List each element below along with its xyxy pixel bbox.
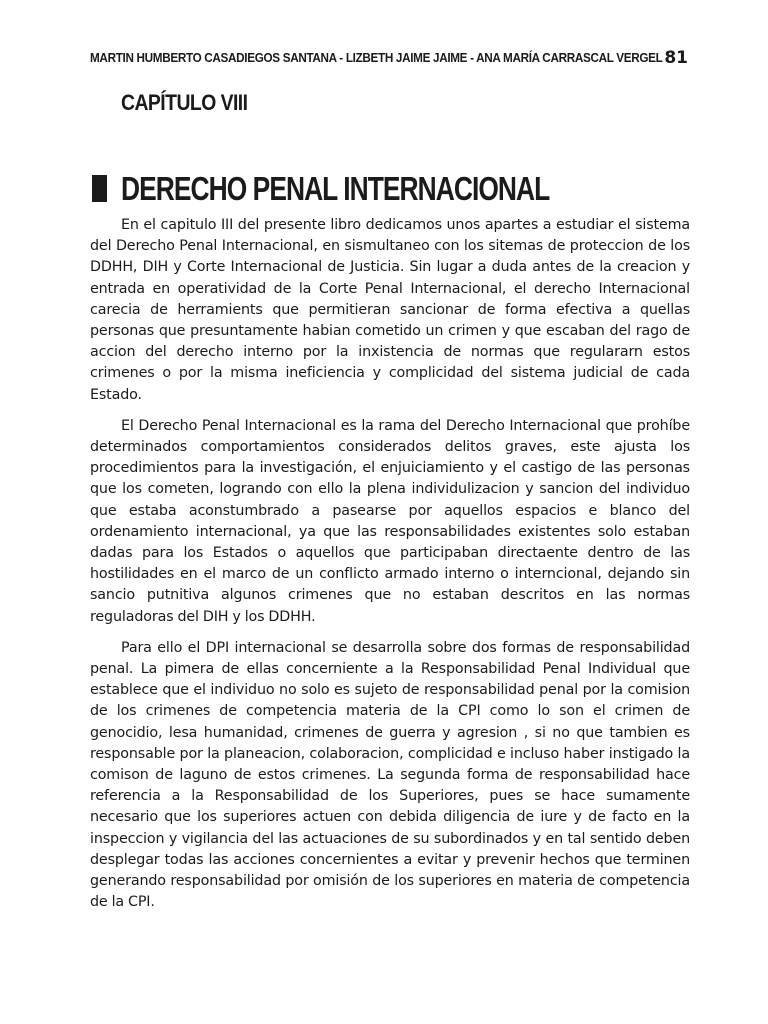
paragraph-3: Para ello el DPI internacional se desarrolla sobre dos formas de responsabilidad penal. La pimera de ellas concerniente a la Responsabilidad Penal Individual que establece que el individuo no solo es sujeto de responsabilidad penal por la comision de los crimenes de competencia materia de la CPI como lo son el crimen de genocidio, lesa humanidad, crimenes de guerra y agresion , si no que tambien es responsable por la planeacion, colaboracion, complicidad e incluso haber instigado la comison de laguno de estos crimenes. La segunda forma de responsabilidad hace referencia a la Responsabilidad de los Superiores, pues se hace sumamente necesario que los superiores actuen con debida diligencia de iure y de facto en la inspeccion y vigilancia del las actuaciones de su subordinados y en tal sentido deben desplegar todas las acciones concernientes a evitar y prevenir hechos que terminen generando responsabilidad por omisión de los superiores en materia de competencia de la CPI. [90,639,690,911]
paragraph-1: En el capitulo III del presente libro dedicamos unos apartes a estudiar el sistema del Derecho Penal Internacional, en sismultaneo con los sitemas de proteccion de los DDHH, DIH y Corte Internacional de Justicia. Sin lugar a duda antes de la creacion y entrada en operatividad de la Corte Penal Internacional, el derecho Internacional carecia de herramients que permitieran sancionar de forma efectiva a quellas personas que presuntamente habian cometido un crimen y que escaban del rago de accion del derecho interno por la inxistencia de normas que regulararn estos crimenes o por la misma ineficiencia y complicidad del sistema judicial de cada Estado. [90,217,690,403]
section-marker-bar [92,175,107,202]
paragraph-2: El Derecho Penal Internacional es la rama del Derecho Internacional que prohíbe determinados comportamientos considerados delitos graves, este ajusta los procedimientos para la investigación, el enjuiciamiento y el castigo de las personas que los cometen, logrando con ello la plena individulizacion y sancion del individuo que estaba aconstumbrado a pasearse por aquellos espacios e blanco del ordenamiento internacional, ya que las responsabilidades existentes solo estaban dadas para los Estados o aquellos que participaban directaente dentro de las hostilidades en el marco de un conflicto armado interno o interncional, dejando sin sancio putnitiva algunos crimenes que no estaban descritos en las normas reguladoras del DIH y los DDHH. [90,417,690,625]
chapter-label: CAPÍTULO VIII [121,90,248,115]
body-text [90,215,690,924]
page-number: 81 [664,48,688,68]
running-header-authors: MARTIN HUMBERTO CASADIEGOS SANTANA - LIZBETH JAIME JAIME - ANA MARÍA CARRASCAL VERGEL [90,51,663,65]
section-title: DERECHO PENAL INTERNACIONAL [121,170,550,207]
